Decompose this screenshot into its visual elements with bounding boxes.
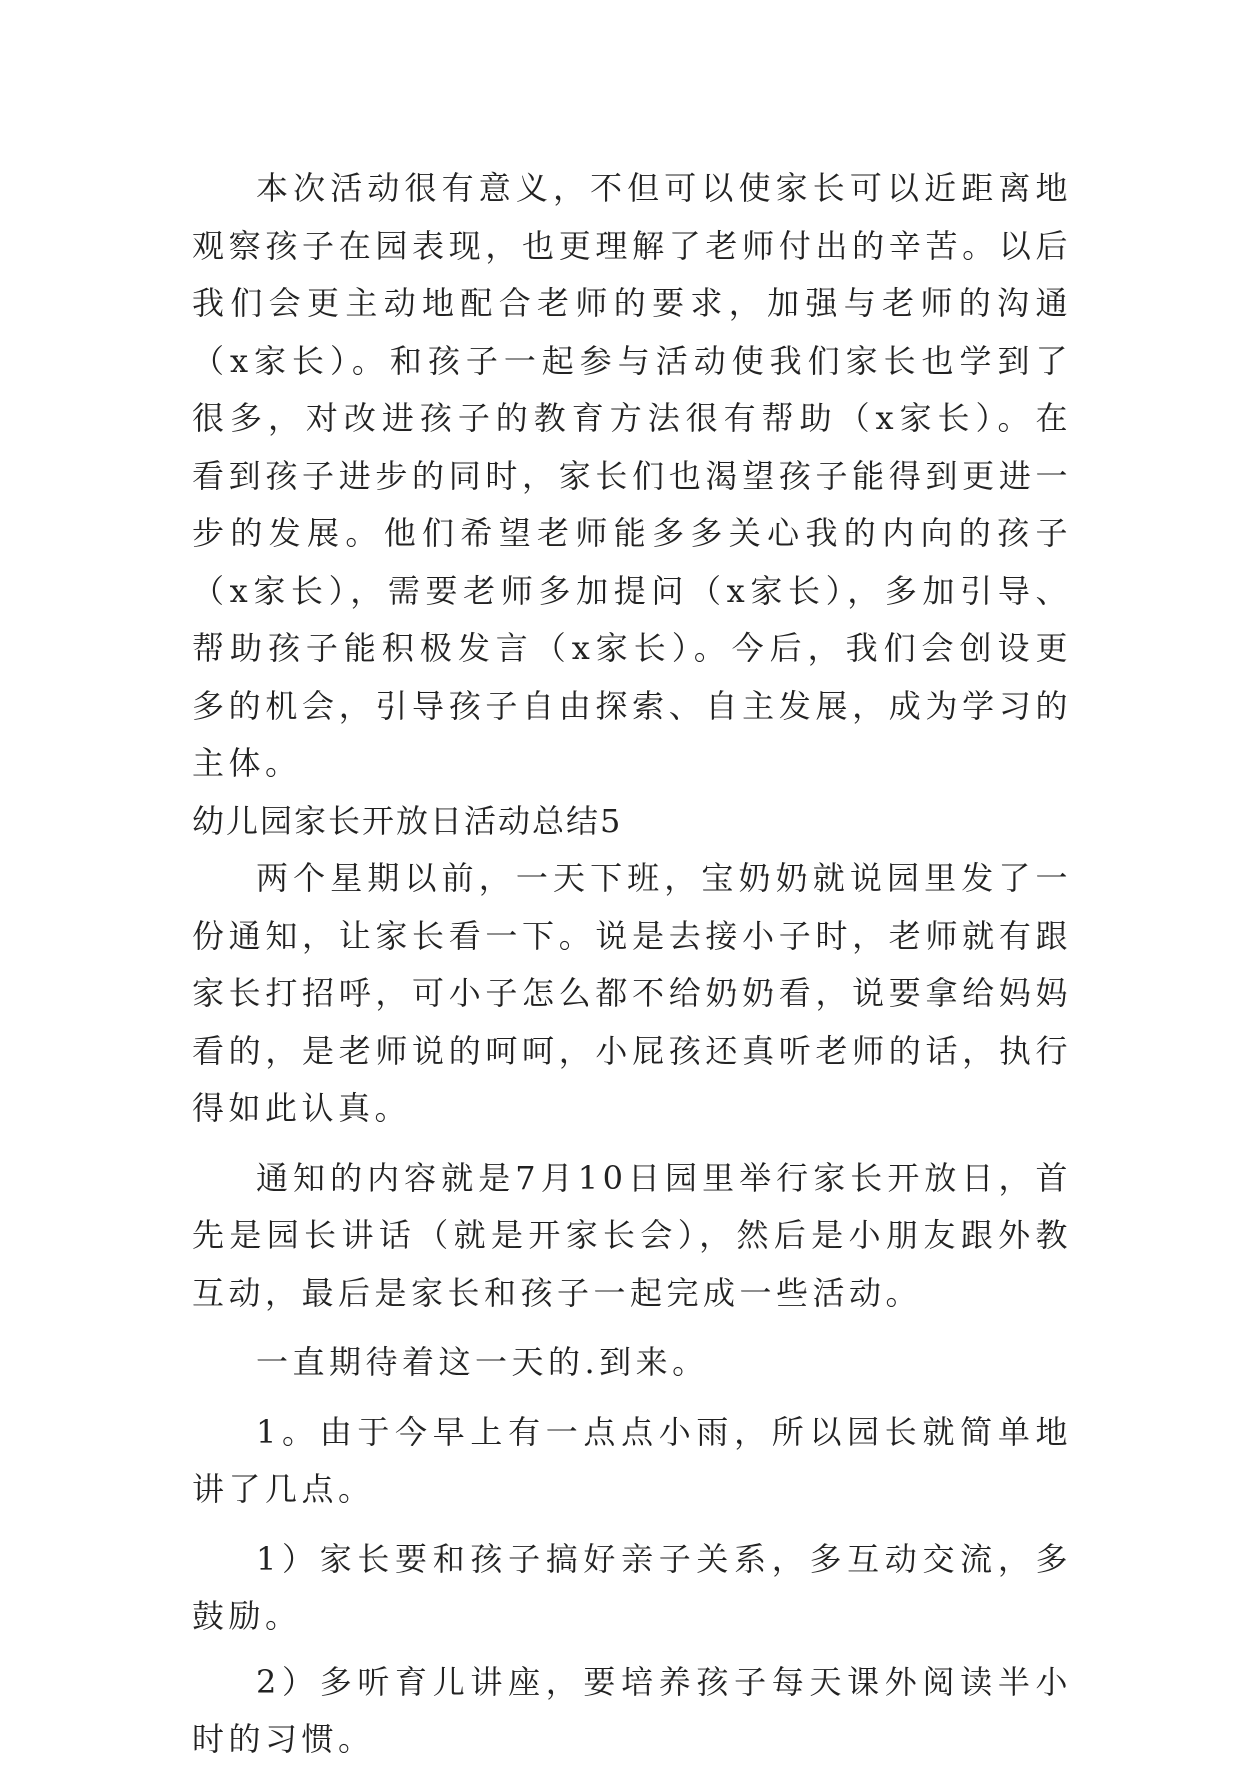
section-heading: 幼儿园家长开放日活动总结5 <box>192 801 623 840</box>
list-item-point-2: 2）多听育儿讲座，要培养孩子每天课外阅读半小时的习惯。 <box>192 1662 1072 1758</box>
document-body <box>192 160 1072 1769</box>
paragraph-notice: 两个星期以前，一天下班，宝奶奶就说园里发了一份通知，让家长看一下。说是去接小子时，老师就有跟家长打招呼，可小子怎么都不给奶奶看，说要拿给妈妈看的，是老师说的呵呵，小屁孩还真听老师的话，执行得如此认真。 <box>192 859 1072 1127</box>
paragraph-point-intro: 1。由于今早上有一点点小雨，所以园长就简单地讲了几点。 <box>192 1412 1072 1508</box>
paragraph-anticipation: 一直期待着这一天的.到来。 <box>256 1343 709 1381</box>
paragraph-notice-content: 通知的内容就是7月10日园里举行家长开放日，首先是园长讲话（就是开家长会），然后是小朋友跟外教互动，最后是家长和孩子一起完成一些活动。 <box>192 1158 1072 1312</box>
list-item-point-1: 1）家长要和孩子搞好亲子关系，多互动交流，多鼓励。 <box>192 1539 1072 1635</box>
paragraph-activity-meaning: 本次活动很有意义，不但可以使家长可以近距离地观察孩子在园表现，也更理解了老师付出的辛苦。以后我们会更主动地配合老师的要求，加强与老师的沟通（x家长）。和孩子一起参与活动使我们家长也学到了很多，对改进孩子的教育方法很有帮助（x家长）。在看到孩子进步的同时，家长们也渴望孩子能得到更进一步的发展。他们希望老师能多多关心我的内向的孩子（x家长），需要老师多加提问（x家长），多加引导、帮助孩子能积极发言（x家长）。今后，我们会创设更多的机会，引导孩子自由探索、自主发展，成为学习的主体。 <box>192 169 1072 782</box>
